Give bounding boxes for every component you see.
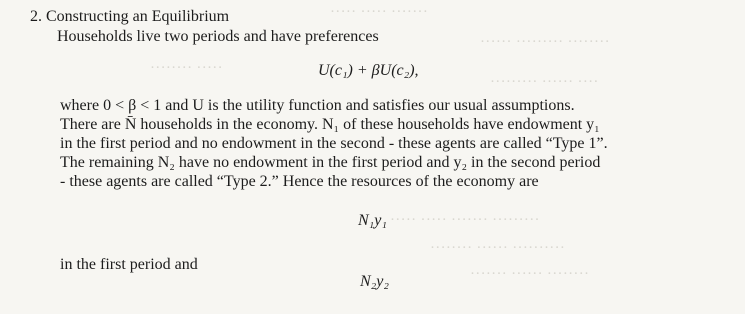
bleed-through-text: ········ ····· <box>150 60 223 76</box>
problem-heading: 2. Constructing an Equilibrium <box>30 8 230 25</box>
paragraph-line: The remaining N₂ have no endowment in the first period and y₂ in the second period <box>60 154 601 171</box>
bleed-through-text: ····· ····· ······· ········· <box>390 212 540 228</box>
bleed-through-text: ········ ······ ·········· <box>430 240 566 256</box>
bleed-through-text: ········· ······ ···· <box>490 74 599 90</box>
paragraph-line: - these agents are called “Type 2.” Hence the resources of the economy are <box>60 173 539 190</box>
utility-equation: U(c₁) + βU(c₂), <box>318 62 419 79</box>
paragraph-line: in the first period and no endowment in the second - these agents are called “Type 1”. <box>60 135 608 152</box>
resource-first-period: N₁y₁ <box>358 212 387 229</box>
bleed-through-text: ······· ······ ········ <box>470 266 590 282</box>
bleed-through-text: ······ ········· ········ <box>480 34 610 50</box>
paragraph-line: where 0 < β < 1 and U is the utility function and satisfies our usual assumptions. <box>60 97 575 114</box>
resource-second-period: N₂y₂ <box>360 273 389 290</box>
bleed-through-text: ····· ····· ······· <box>330 4 429 20</box>
between-text: in the first period and <box>60 256 198 273</box>
paragraph-line: There are N̄ households in the economy. N₁ of these households have endowment y₁ <box>60 116 600 133</box>
intro-text: Households live two periods and have preferences <box>57 28 379 45</box>
